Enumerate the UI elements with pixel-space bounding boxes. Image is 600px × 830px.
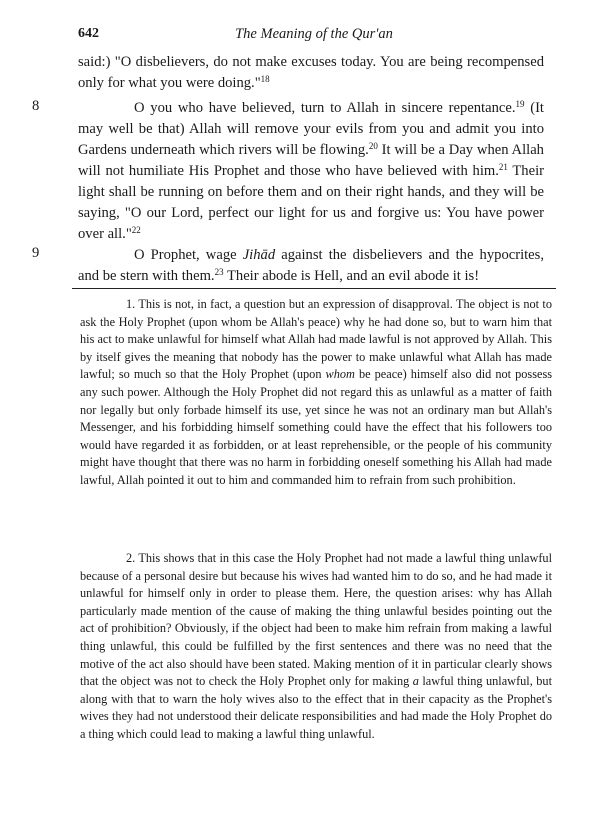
text-run: O you who have believed, turn to Allah in sincere repentance. [134, 100, 516, 116]
footnote-ref: 19 [515, 99, 525, 109]
verse-8 [78, 98, 544, 245]
verse-9 [78, 245, 544, 287]
footnote-divider [72, 288, 556, 289]
footnote-text [80, 296, 552, 490]
footnote-1 [80, 296, 552, 490]
footnote-ref: 22 [131, 225, 141, 235]
text-run: lawful thing unlawful, but along with that to warn the holy wives also to the effect that in their capacity as the Prophet's wives they had not understood their delicate responsibilities and had made the Holy Prophet do a thing which could lead to making a lawful thing unlawful. [80, 674, 552, 741]
verse-continuation [78, 52, 544, 94]
footnote-text [80, 550, 552, 744]
verse-text [78, 98, 544, 245]
text-run: be peace) himself also did not possess any such power. Although the Holy Prophet did not regard this as unlawful as a matter of faith nor legally but only forbade himself its use, yet since he was not an ordinary man but Allah's Messenger, and his forbidding himself something could have the effect that his followers too would have regarded it as forbidden, or at least reprehensible, or the people of his community might have thought that there was no harm in forbidding oneself something his Allah had made lawful, Allah pointed it out to him and commanded him to refrain from such prohibition. [80, 367, 553, 487]
footnote-ref: 18 [260, 74, 270, 84]
italic-text: whom [325, 367, 355, 382]
text-run: Their abode is Hell, and an evil abode it is! [223, 268, 480, 284]
footnote-ref: 23 [214, 267, 224, 277]
text-run: O Prophet, wage [134, 247, 243, 263]
footnote-ref: 20 [368, 141, 378, 151]
verse-text: said:) "O disbelievers, do not make excuses today. You are being recompensed only for what you were doing."$^{18}$ [78, 54, 544, 91]
text-run: It will be a Day when Allah will not humiliate His Prophet and those who have believed with him. [78, 142, 544, 179]
text-run: (It may well be that) Allah will remove your evils from you and admit you into Gardens underneath which rivers will be flowing. [78, 100, 544, 158]
italic-text: a [412, 674, 419, 689]
page-number: 642 [78, 26, 99, 41]
text-run: 2. This shows that in this case the Holy Prophet had not made a lawful thing unlawful because of a personal desire but because his wives had wanted him to do so, and he had made it unlawful for himself only in order to please them. Here, the question arises: why has Allah particularly made mention of the cause of making the thing unlawful besides pointing out the act of prohibition? Obviously, if the object had been to make him refrain from making a lawful thing unlawful, this could be fulfilled by the first sentences and there was no need that the motive of the act also should have been stated. Making mention of it in particular clearly shows that the object was not to check the Holy Prophet only for making [80, 551, 552, 689]
footnote-2 [80, 550, 552, 744]
text-run: against the disbelievers and the hypocrites, and be stern with them. [78, 247, 544, 284]
verse-number: 8 [32, 98, 40, 114]
text-run: 1. This is not, in fact, a question but an expression of disapproval. The object is not to ask the Holy Prophet (upon whom be Allah's peace) why he had done so, but to warn him that his act to make unlawful for himself what Allah had made lawful is not approved by Allah. This by itself gives the meaning that nobody has the power to make unlawful what Allah has made lawful; so much so that the Holy Prophet (upon [80, 297, 552, 382]
verse-number: 9 [32, 245, 40, 261]
italic-text: Jihād [242, 247, 276, 263]
text-run: Their light shall be running on before them and on their right hands, and they will be saying, "O our Lord, perfect our light for us and forgive us: You have power over all." [78, 163, 544, 242]
running-title: The Meaning of the Qur'an [235, 26, 393, 42]
page-header [78, 26, 550, 46]
verse-text [78, 245, 544, 287]
footnote-ref: 21 [498, 162, 508, 172]
